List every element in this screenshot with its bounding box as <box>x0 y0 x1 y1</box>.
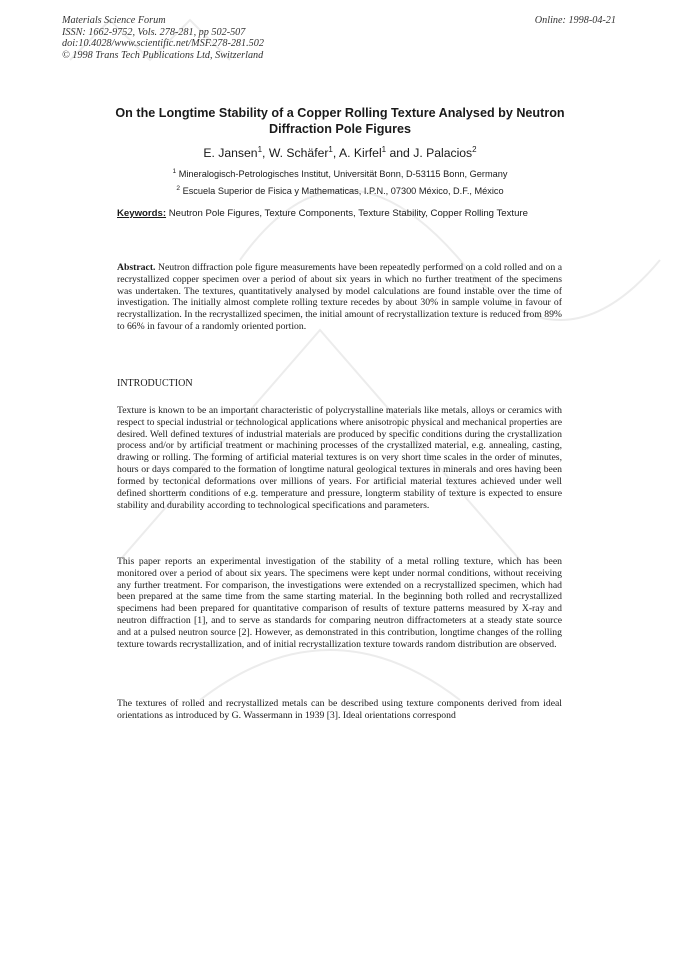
author-affil-mark: 1 <box>328 145 333 154</box>
intro-paragraph-3: The textures of rolled and recrystallized metals can be described using texture components derived from ideal orientations as introduced by G. Wassermann in 1939 [3]. Ideal orientations correspond <box>117 698 562 721</box>
affiliation-mark: 1 <box>172 168 177 175</box>
abstract-label: Abstract. <box>117 262 156 273</box>
affiliation-2 <box>90 185 590 197</box>
affiliation-1 <box>90 168 590 180</box>
paper-title: On the Longtime Stability of a Copper Rolling Texture Analysed by Neutron Diffraction Pole Figures <box>115 106 565 136</box>
keywords-label: Keywords: <box>117 208 167 219</box>
section-heading-introduction: INTRODUCTION <box>117 378 193 389</box>
online-date: Online: 1998-04-21 <box>534 15 616 26</box>
issn-line: ISSN: 1662-9752, Vols. 278-281, pp 502-507 <box>62 26 246 38</box>
doi-line[interactable]: doi:10.4028/www.scientific.net/MSF.278-281.502 <box>62 38 264 50</box>
copyright-line: © 1998 Trans Tech Publications Ltd, Switzerland <box>62 49 264 61</box>
affiliation-text: Mineralogisch-Petrologisches Institut, Universität Bonn, D-53115 Bonn, Germany <box>178 169 508 179</box>
keywords-text: Neutron Pole Figures, Texture Components, Texture Stability, Copper Rolling Texture <box>168 208 528 219</box>
affiliation-mark: 2 <box>176 185 181 192</box>
author-affil-mark: 1 <box>257 145 263 154</box>
author-separator: , <box>332 146 339 160</box>
journal-info <box>62 15 264 61</box>
author-list <box>90 146 590 161</box>
abstract <box>117 262 562 333</box>
author-affil-mark: 2 <box>472 145 477 154</box>
affiliation-text: Escuela Superior de Fisica y Mathematicas, I.P.N., 07300 México, D.F., México <box>182 186 504 196</box>
author-separator: , <box>262 146 269 160</box>
author-name: A. Kirfel <box>338 146 382 160</box>
author-name: E. Jansen <box>203 146 258 160</box>
author-name: W. Schäfer <box>268 146 329 160</box>
keywords-line <box>117 208 528 220</box>
abstract-text: Neutron diffraction pole figure measurements have been repeatedly performed on a cold rolled and on a recrystallized copper specimen over a period of about six years in which no further treatment of the specimens was undertaken. The textures, quantitatively analysed by model calculations are found instable over the time of investigation. The initially almost complete rolling texture recedes by about 30% in sample volume in favour of recrystallization. In the recrystallized specimen, the initial amount of recrystallization texture is reduced from 89% to 66% in favour of a randomly oriented portion. <box>117 262 563 333</box>
author-affil-mark: 1 <box>381 145 387 154</box>
author-name: J. Palacios <box>413 146 473 160</box>
journal-name: Materials Science Forum <box>62 15 166 26</box>
author-separator: and <box>386 146 414 160</box>
intro-paragraph-2: This paper reports an experimental investigation of the stability of a metal rolling texture, which has been monitored over a period of about six years. The specimens were kept under normal conditions, without receiving any further treatment. For comparison, the investigations were extended on a recrystallized specimen, which had been prepared at the same time from the same starting material. In the beginning both rolled and recrystallized specimens had been prepared for quantitative comparison of results of texture patterns measured by X-ray and neutron diffraction [1], and to serve as standards for comparing neutron diffractometers at a steady state source and at a pulsed neutron source [2]. However, as demonstrated in this contribution, longtime changes of the rolling texture towards recrystallization, and of initial recrystallization texture towards random distribution are observed. <box>117 556 562 650</box>
intro-paragraph-1: Texture is known to be an important characteristic of polycrystalline materials like metals, alloys or ceramics with respect to special industrial or technological applications where anisotropic physical and mechanical properties are desired. Well defined textures of industrial materials are produced by specific conditions during the crystallization process and/or by artificial treatment or machining processes of the crystallized material, e.g. annealing, casting, drawing or rolling. The forming of artificial material textures is on very short time scales in the order of minutes, hours or days compared to the formation of longtime natural geological textures in minerals and ores having been formed by tectonical deformations over millions of years. For artificial material textures achieved under well defined shortterm conditions of e.g. temperature and pressure, longterm stability of texture is expected to ensure stability and durability according to technological specifications and parameters. <box>117 405 562 511</box>
